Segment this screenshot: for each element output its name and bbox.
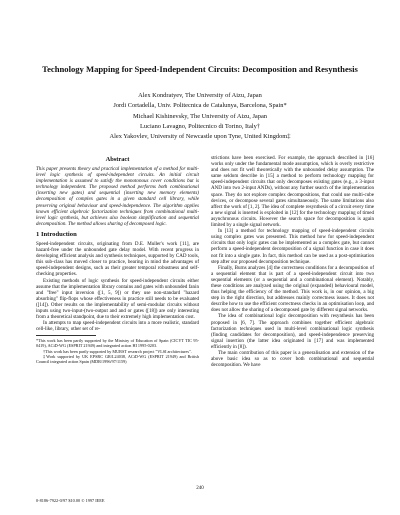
body-paragraph: strictions have been exercised. For example, the approach described in [16] works only under the fundamental mode assumption, which is overly restrictive and does not fit well theoretically with the unbounded delay assumption. The same seldom describe in [15] a method to perform technology mapping for speed-independent circuits that only decomposes existing gates (e.g., a 3-input AND into two 2-input ANDs), without any further search of the implementation space. They do not explore complex decompositions, that could use multi-cube devices, or decompose several gates simultaneously. The same limitations also affect the work of [1, 2]. The idea of complete resynthesis of a circuit every time a new signal is inserted is exploited in [12] for the technology mapping of timed asynchronous circuits. However the search space for decomposition is again limited by a single signal network. <box>211 155 374 229</box>
paper-title: Technology Mapping for Speed-Independent Circuits: Decomposition and Resynthesis <box>42 64 358 74</box>
footnote: *This work has been partly supported by the Ministry of Education of Spain (CICYT TIC 95-0419), ACiD-WG (ESPRIT 21949) and integrated action HI 1995-0203. <box>36 338 199 349</box>
author-line: Alex Kondratyev, The University of Aizu, Japan <box>138 92 262 99</box>
body-paragraph: The main contribution of this paper is a generalisation and extension of the above basic idea so as to cover both combinational and sequential decomposition. We have <box>211 350 374 369</box>
abstract-text: This paper presents theory and practical implementation of a method for multi-level logic synthesis of speed-independent circuits. An initial circuit implementation is assumed to satisfy the monotonous cover conditions but is technology independent. The proposed method performs both combinational (inserting new gates) and sequential (inserting new memory elements) decomposition of complex gates in a given standard cell library, while preserving original behaviour and speed-independence. The algorithm applies known efficient algebraic factorization techniques from combinational multi-level logic synthesis, but achieves also boolean simplification and sequential decomposition. The method allows sharing of decomposed logic. <box>36 166 199 227</box>
body-paragraph: In [13] a method for technology mapping of speed-independent circuits using complex gates was presented. This method how for speed-independent circuits that only logic gates can be implemented as a complex gate, but cannot perform a speed-independent decomposition of a signal function in case it does not fit into a single gate. In fact, this method can be used as a post-optimisation step after our proposed decomposition technique. <box>211 228 374 265</box>
footnote: ‡Work supported by UK EPSRC GR/L24038, ACiD-WG (ESPRIT 21949) and British Council integrated action Spain (MDR/1996/97/1159) <box>36 353 199 364</box>
body-paragraph: The idea of combinational logic decomposition with resynthesis has been proposed in [6, 7]. The approach combines together efficient algebraic factorization techniques used in multi-level combinational logic synthesis (finding candidates for decomposition), and speed-independence preserving signal insertion (the latter idea originated in [17] and was implemented efficiently in [8]). <box>211 313 374 350</box>
footnote-rule <box>36 335 96 336</box>
author-list <box>20 91 380 142</box>
page-number: 240 <box>196 486 204 491</box>
author-line: Jordi Cortadella, Univ. Politecnica de Catalunya, Barcelona, Spain* <box>113 102 287 110</box>
copyright-line: 0-8186-7922-0/97 $10.00 © 1997 IEEE <box>36 498 105 503</box>
body-paragraph: Speed-independent circuits, originating from D.E. Muller's work [11], are hazard-free under the unbounded gate delay model. With recent progress in developing efficient analysis and synthesis techniques, supported by CAD tools, this sub-class has moved closer to practice, bearing in mind the advantages of speed-independent designs, such as their greater temporal robustness and self-checking properties. <box>36 240 199 278</box>
body-paragraph: Existing methods of logic synthesis for speed-independent circuits either assume that the implementation library contains and gates with unbounded fanin and "free" input inversion ([1, 5, 9]) or they use non-standard "hazard absorbing" flip-flops whose effectiveness in practice still needs to be evaluated ([14]). Other results on the implementability of semi-modular circuits without inputs using two-input-(two-output and and or gates ([18]) are only interesting from a theoretical standpoint, due to their extremely high implementation cost. <box>36 277 199 321</box>
right-column <box>211 155 374 368</box>
author-line: Alex Yakovlev, University of Newcastle upon Tyne, United Kingdom‡ <box>109 133 291 141</box>
body-paragraph: In attempts to map speed-independent circuits into a more realistic, standard cell-like, library, other set of re- <box>36 320 199 333</box>
section-heading-introduction: 1 Introduction <box>36 230 77 238</box>
left-column <box>36 155 199 364</box>
abstract-heading: Abstract <box>105 156 130 163</box>
author-line: Luciano Lavagno, Politecnico di Torino, Italy† <box>140 122 260 130</box>
footnote: †This work has been partly supported by MURST research project "VLSI architectures". <box>43 348 192 354</box>
body-paragraph: Finally, Burns analyzes [4] the correctness conditions for a decomposition of a sequential element that is part of a speed-independent circuit into two sequential elements (or a sequential and a combinational element). Notably, these conditions are analyzed using the original (expanded) behavioural model, thus helping the efficiency of the method. This work is, in our opinion, a big step in the right direction, but addresses mainly correctness issues. It does not describe how to use the efficient correctness checks in an optimisation loop, and does not allow the sharing of a decomposed gate by different signal networks. <box>211 264 374 314</box>
author-line: Michael Kishinevsky, The University of Aizu, Japan <box>133 112 267 120</box>
